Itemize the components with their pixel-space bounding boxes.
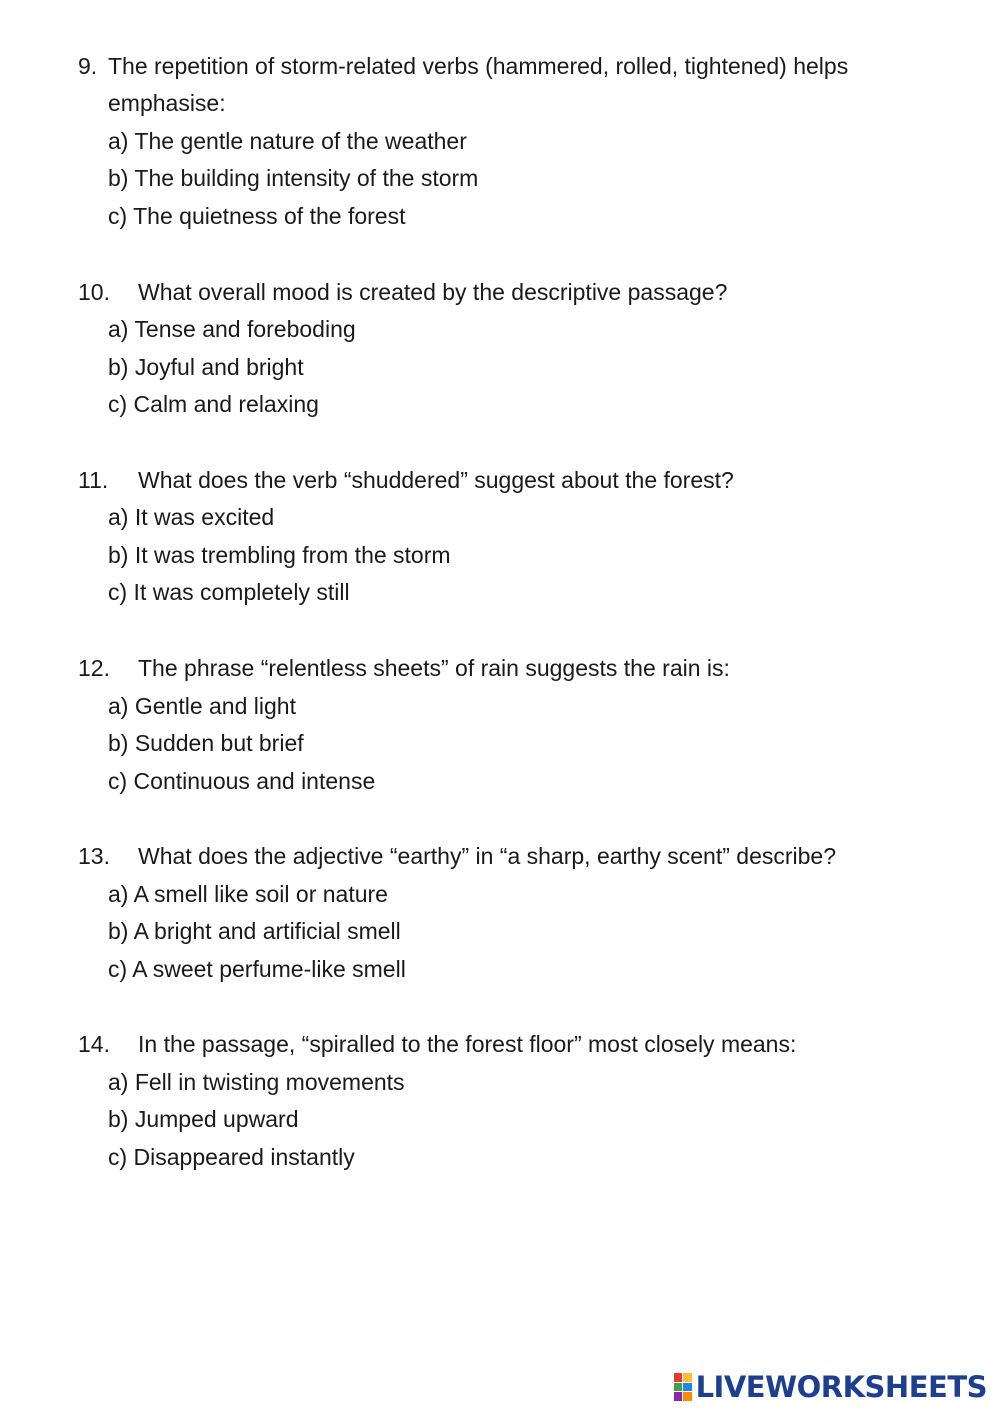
answer-option[interactable]: c) Calm and relaxing (108, 391, 319, 417)
answer-option[interactable]: a) The gentle nature of the weather (108, 128, 467, 154)
answer-option[interactable]: b) Sudden but brief (108, 730, 304, 756)
answer-option[interactable]: a) A smell like soil or nature (108, 881, 388, 907)
answer-option[interactable]: c) It was completely still (108, 579, 350, 605)
question-text: What overall mood is created by the descriptive passage? (138, 279, 728, 305)
question-text: What does the adjective “earthy” in “a sharp, earthy scent” describe? (138, 843, 837, 869)
question-text: The phrase “relentless sheets” of rain suggests the rain is: (138, 655, 730, 681)
question-text: What does the verb “shuddered” suggest about the forest? (138, 467, 734, 493)
question-text-continued: emphasise: (108, 90, 226, 116)
question-number: 14. (78, 1031, 110, 1057)
liveworksheets-logo[interactable] (674, 1370, 987, 1404)
logo-tile (683, 1383, 692, 1392)
logo-tile (683, 1392, 692, 1401)
answer-option[interactable]: a) Gentle and light (108, 693, 296, 719)
logo-tile (674, 1383, 683, 1392)
logo-tile (683, 1373, 692, 1382)
logo-text: LIVEWORKSHEETS (695, 1370, 987, 1404)
answer-option[interactable]: a) Fell in twisting movements (108, 1069, 405, 1095)
logo-tile (674, 1373, 683, 1382)
answer-option[interactable]: c) Continuous and intense (108, 768, 376, 794)
question-number: 13. (78, 843, 110, 869)
answer-option[interactable]: b) A bright and artificial smell (108, 918, 401, 944)
answer-option[interactable]: b) It was trembling from the storm (108, 542, 451, 568)
answer-option[interactable]: c) Disappeared instantly (108, 1144, 355, 1170)
answer-option[interactable]: c) The quietness of the forest (108, 203, 406, 229)
question-number: 11. (78, 467, 109, 493)
answer-option[interactable]: b) The building intensity of the storm (108, 165, 479, 191)
question-number: 10. (78, 279, 110, 305)
question-number: 9. (78, 53, 98, 79)
question-number: 12. (78, 655, 110, 681)
question-text: The repetition of storm-related verbs (hammered, rolled, tightened) helps (108, 53, 849, 79)
answer-option[interactable]: a) It was excited (108, 504, 275, 530)
answer-option[interactable]: a) Tense and foreboding (108, 316, 356, 342)
logo-tile (674, 1392, 683, 1401)
answer-option[interactable]: b) Joyful and bright (108, 354, 304, 380)
answer-option[interactable]: b) Jumped upward (108, 1106, 299, 1132)
answer-option[interactable]: c) A sweet perfume-like smell (108, 956, 406, 982)
liveworksheets-logo-icon (674, 1373, 692, 1401)
question-text: In the passage, “spiralled to the forest floor” most closely means: (138, 1031, 797, 1057)
